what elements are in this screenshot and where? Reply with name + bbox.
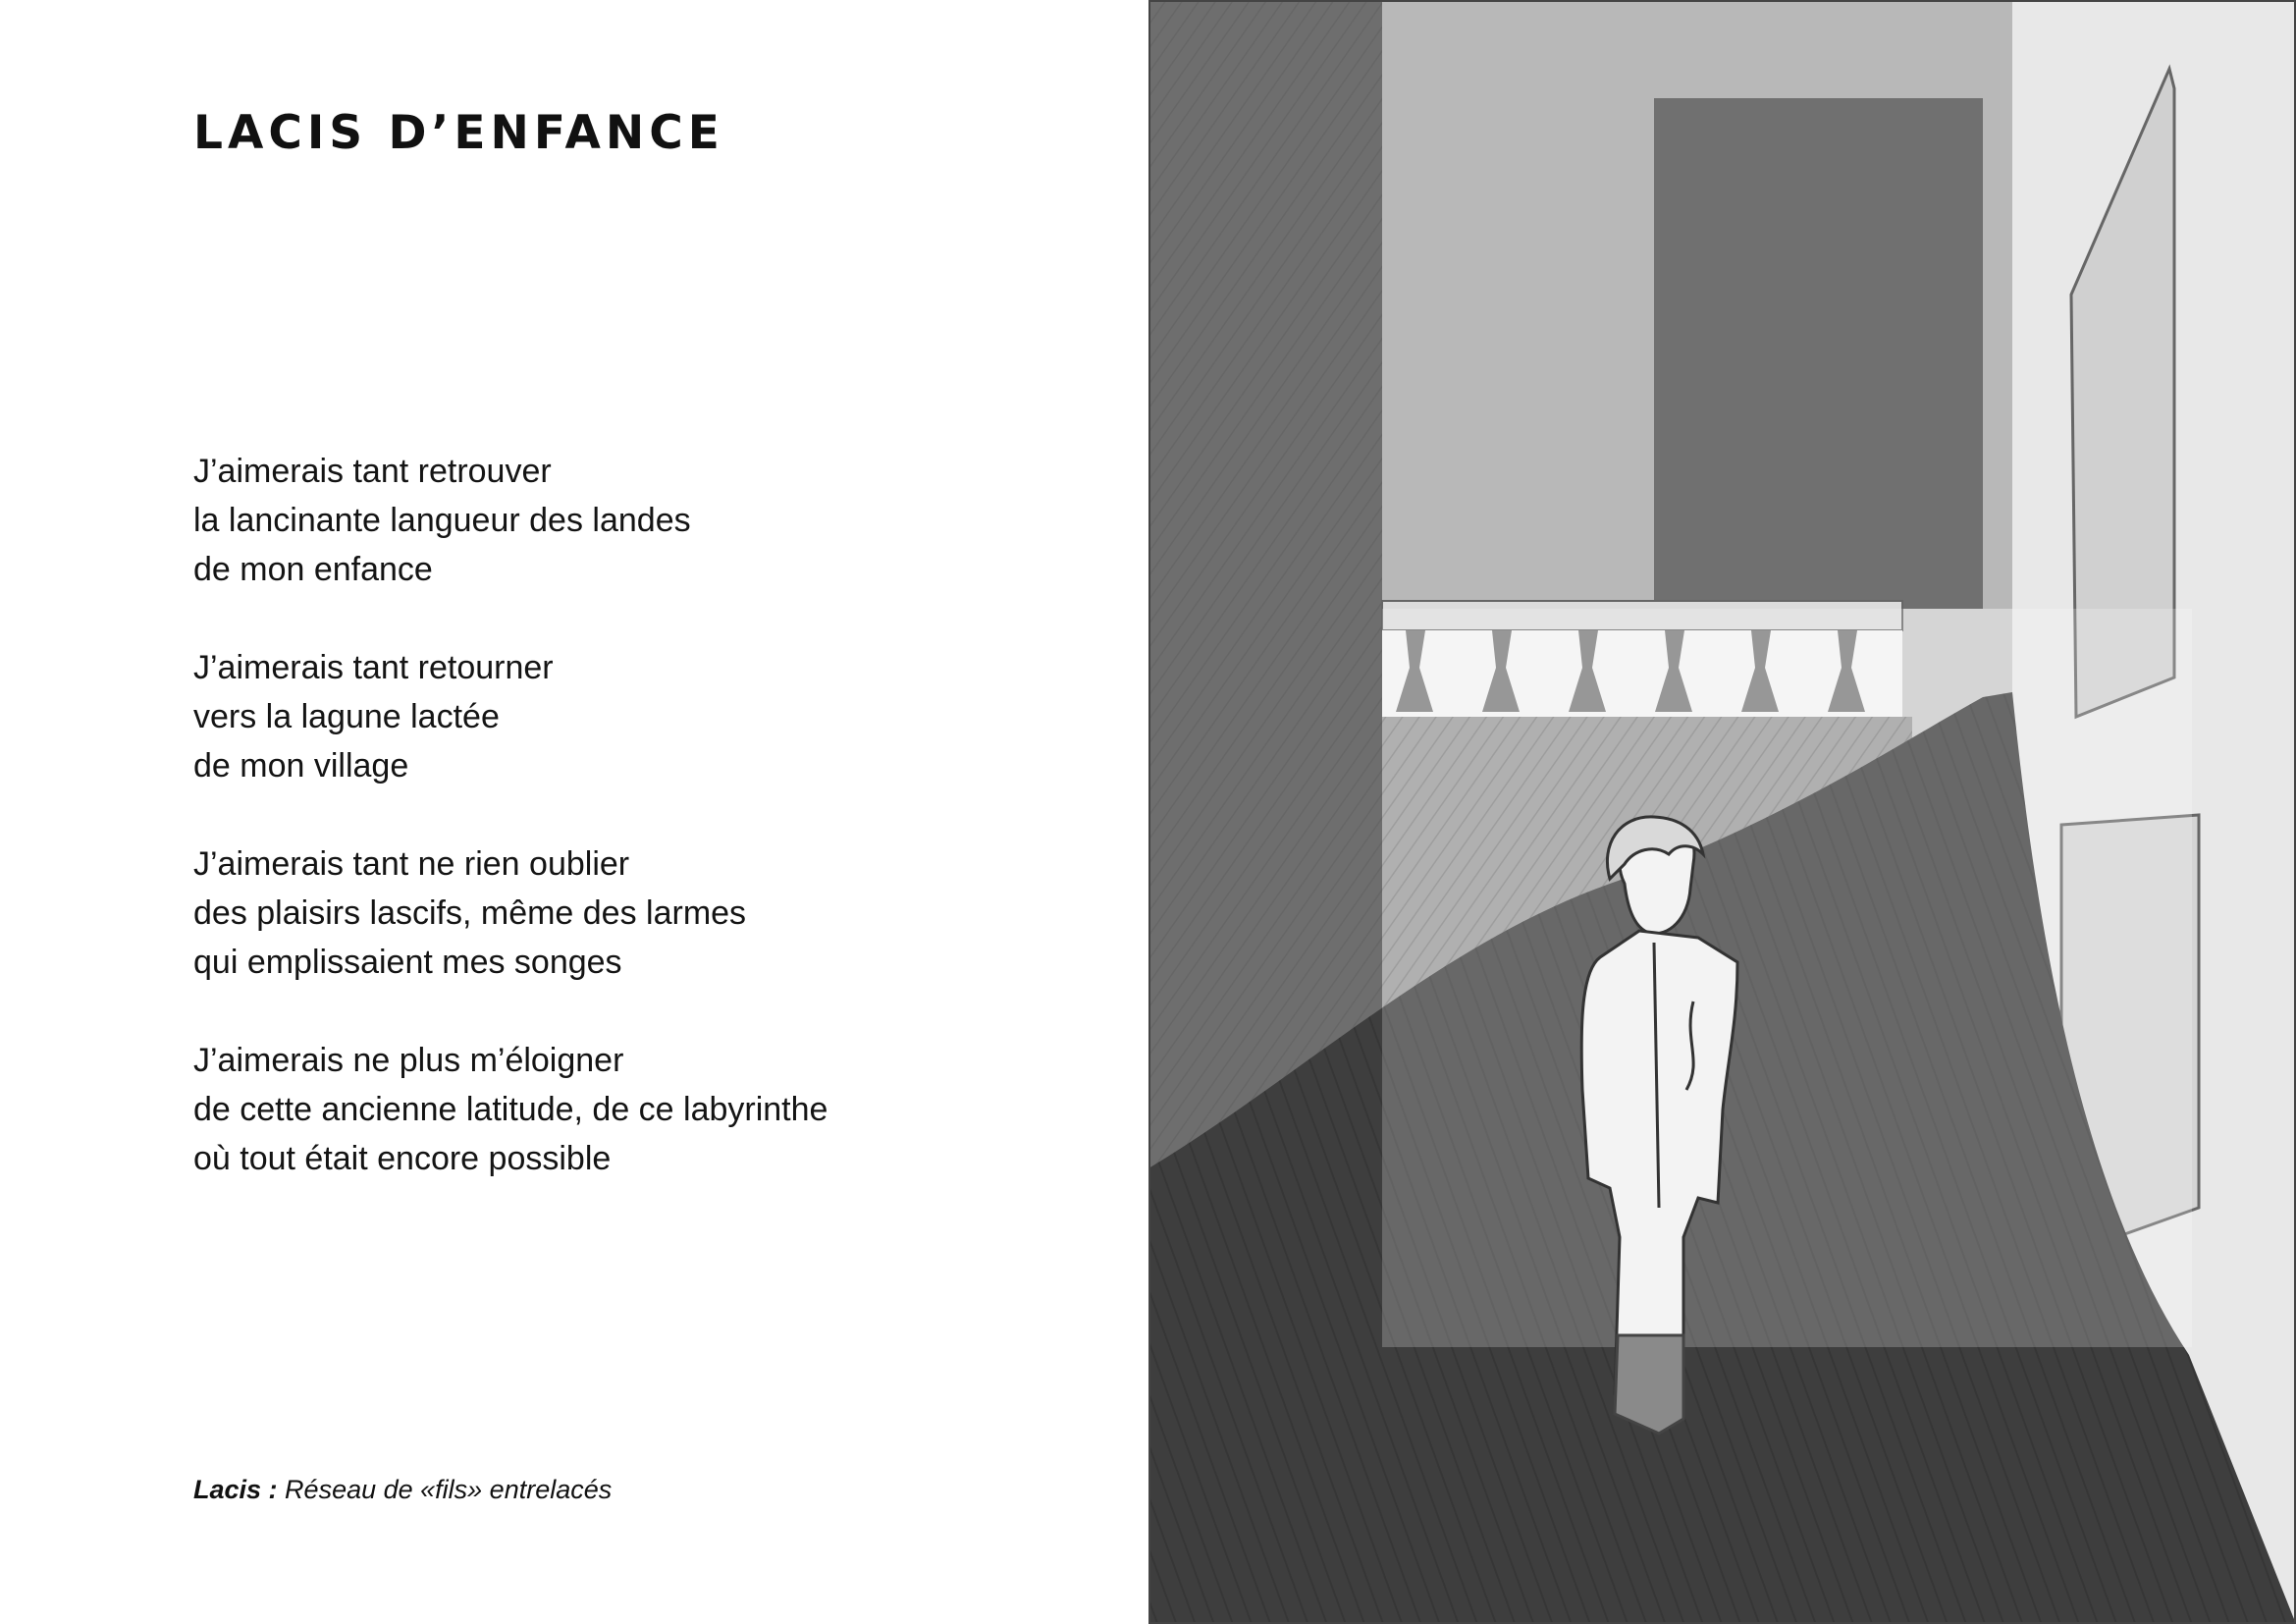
stanza [193,447,1077,594]
poem-line: qui emplissaient mes songes [193,944,622,981]
poem-line: des plaisirs lascifs, même des larmes [193,894,747,932]
poem-line: la lancinante langueur des landes [193,502,691,539]
poem-line: J’aimerais tant ne rien oublier [193,845,630,883]
poem-line: de mon enfance [193,551,433,588]
stanza [193,1036,1077,1183]
light-overlay [1382,609,2192,1347]
street-drawing [1148,0,2296,1624]
poem-title: LACIS D’ENFANCE [193,106,724,160]
back-building [1654,98,1983,609]
stanza [193,839,1077,987]
poem-line: J’aimerais tant retourner [193,649,554,686]
poem-line: de mon village [193,747,409,785]
poem-line: J’aimerais ne plus m’éloigner [193,1042,624,1079]
poem-line: vers la lagune lactée [193,698,500,735]
footnote-term: Lacis : [193,1475,278,1504]
footnote-definition: Réseau de «fils» entrelacés [277,1475,613,1504]
poem-body [193,447,1077,1232]
illustration [1148,0,2296,1624]
poem-line: J’aimerais tant retrouver [193,453,552,490]
poem-line: où tout était encore possible [193,1140,612,1177]
stanza [193,643,1077,790]
poem-line: de cette ancienne latitude, de ce labyrinthe [193,1091,828,1128]
footnote [193,1475,612,1505]
